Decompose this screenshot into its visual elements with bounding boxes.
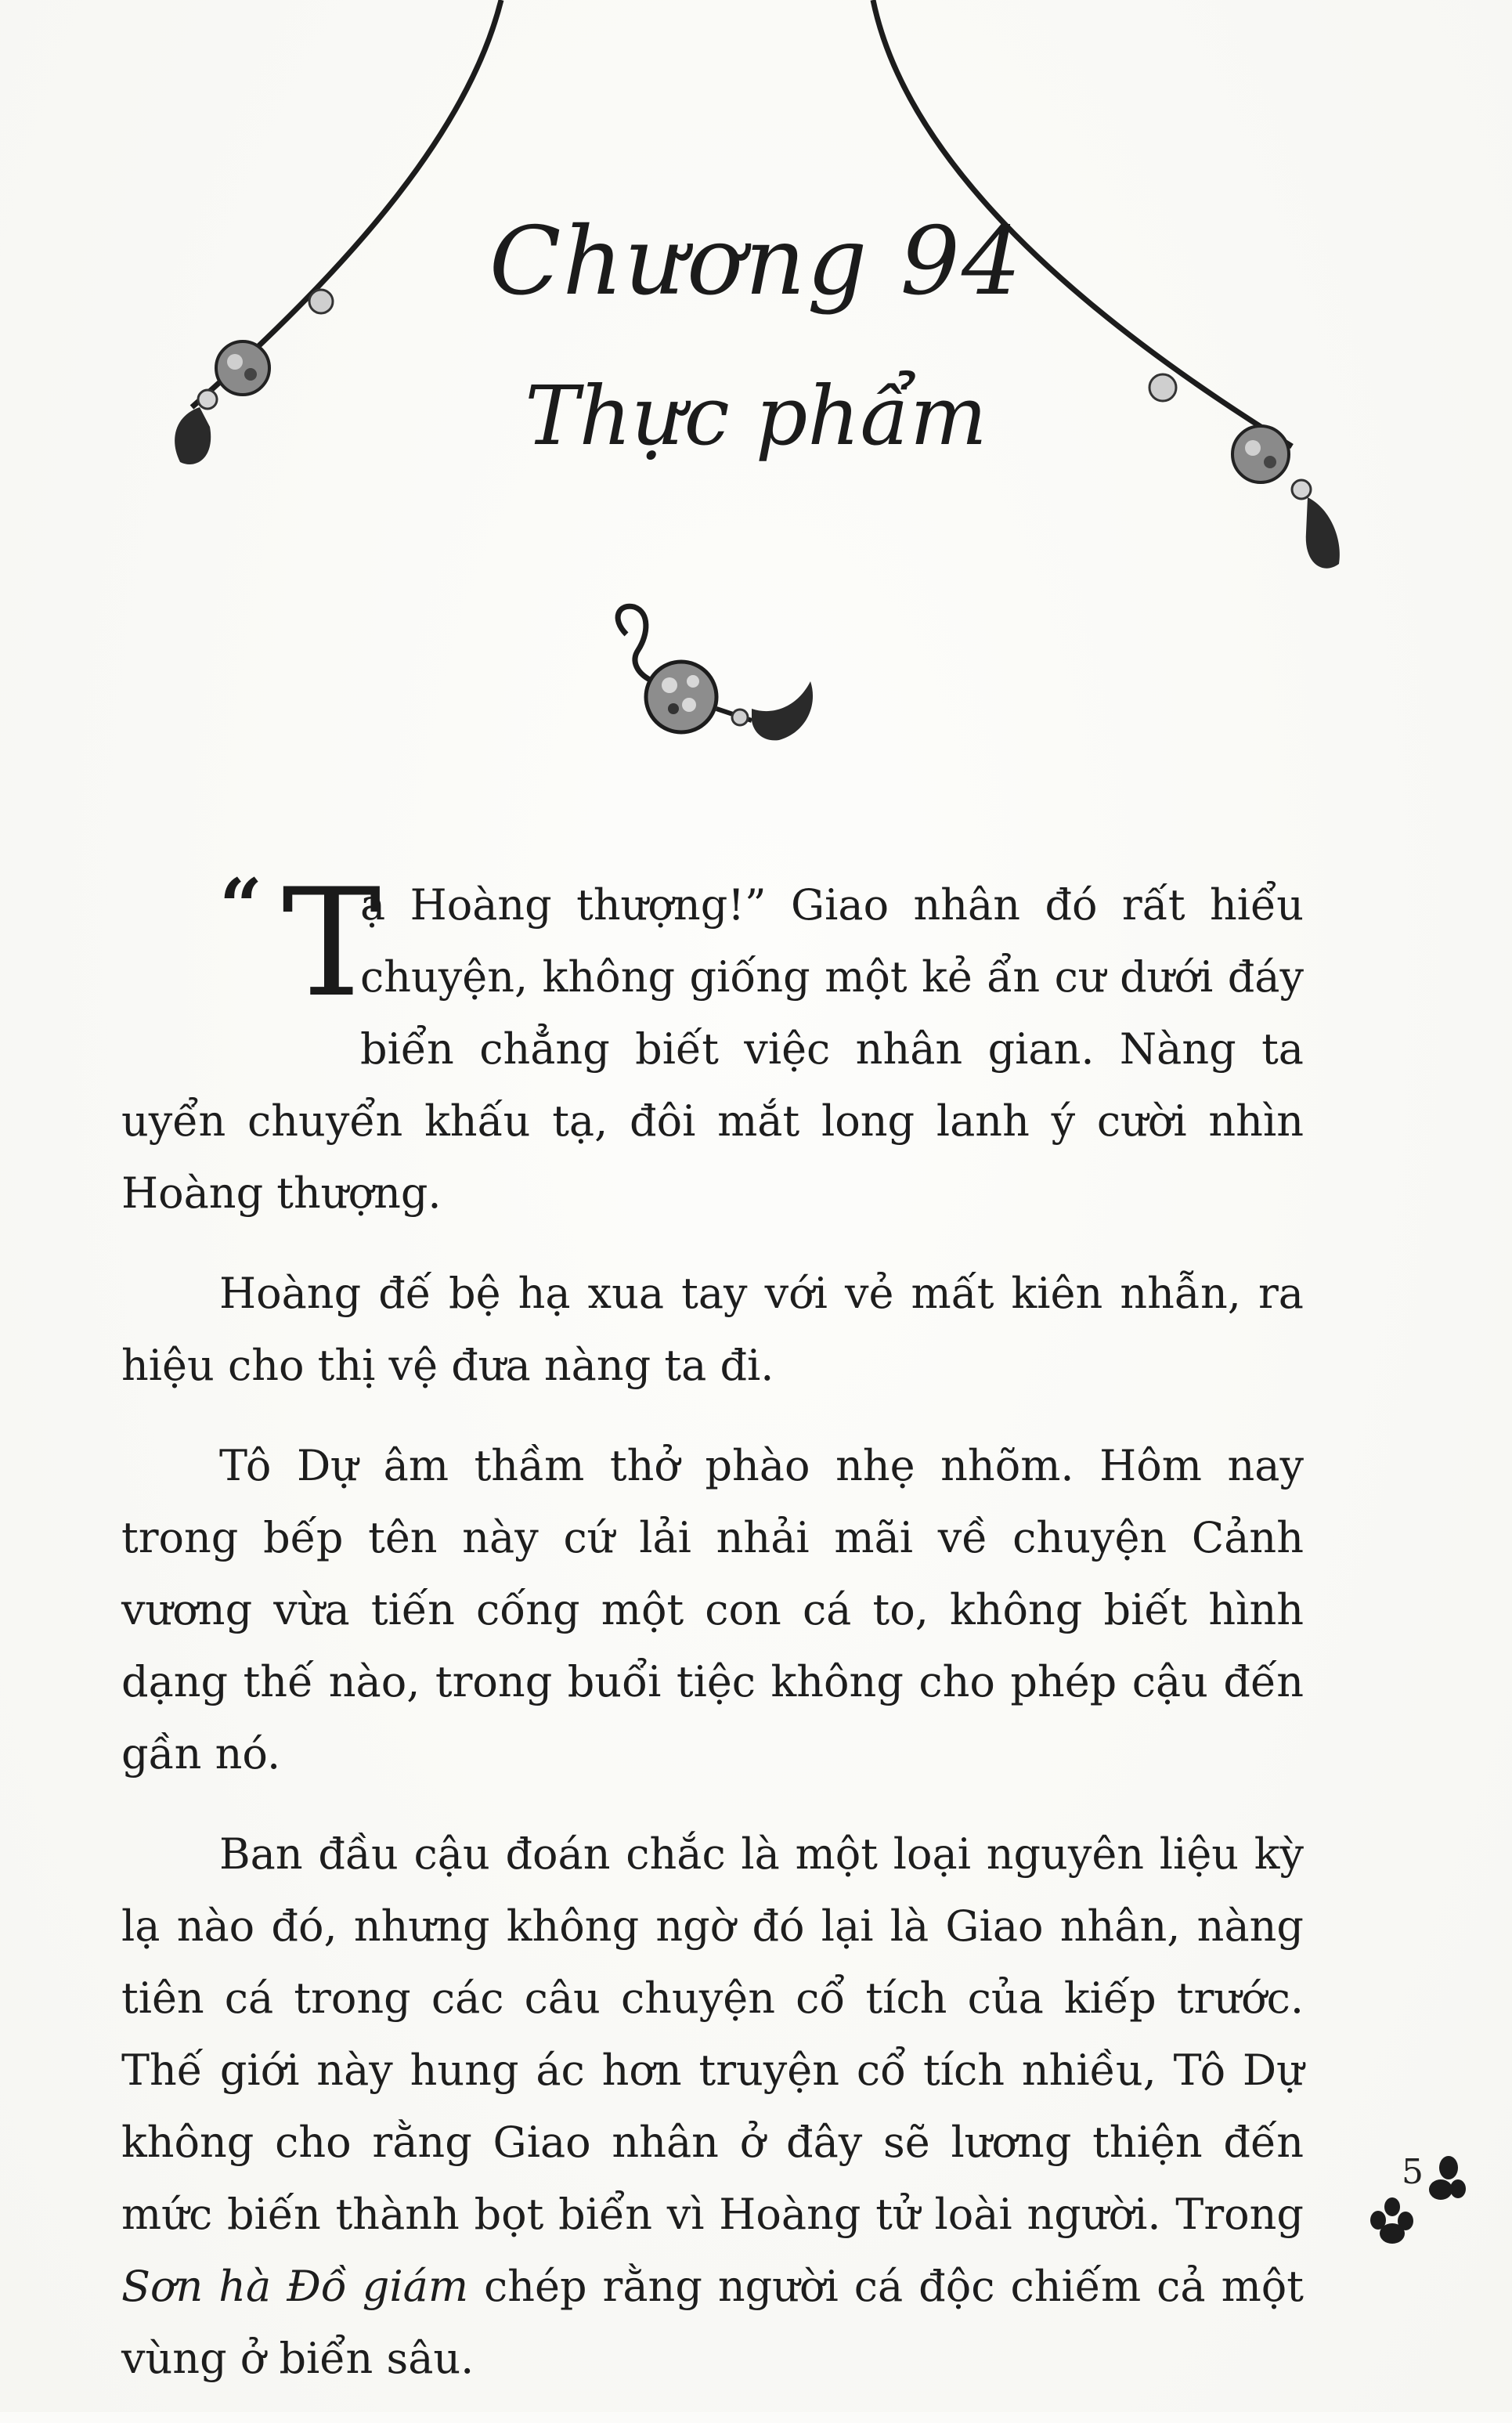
- chapter-number: Chương 94: [489, 208, 1023, 316]
- page-number: 5: [1402, 2152, 1424, 2192]
- drop-cap-letter: T: [282, 857, 381, 1030]
- drop-cap-block: [121, 857, 381, 1030]
- paragraph-3: Tô Dự âm thầm thở phào nhẹ nhõm. Hôm nay trong bếp tên này cứ lải nhải mãi về chuyện Cảnh vương vừa tiến cống một con cá to, không biết hình dạng thế nào, trong buổi tiệc không cho phép cậu đến gần nó.: [121, 1441, 1304, 1778]
- paragraph-1: [121, 857, 1304, 1230]
- book-title-reference: Sơn hà Đồ giám: [121, 2262, 469, 2311]
- paragraph-4-text-b: chép rằng người cá độc chiếm cả một vùng ở biển sâu.: [121, 2262, 1304, 2383]
- paragraph-4: [121, 1818, 1304, 2395]
- right-tassel: [1306, 497, 1340, 569]
- paragraph-1-text: ạ Hoàng thượng!” Giao nhân đó rất hiểu chuyện, không giống một kẻ ẩn cư dưới đáy biển chẳng biết việc nhân gian. Nàng ta uyển chuyển khấu tạ, đôi mắt long lanh ý cười nhìn Hoàng thượng.: [121, 880, 1304, 1218]
- chapter-body: [121, 857, 1304, 2423]
- opening-quote-mark: “: [219, 862, 263, 951]
- paragraph-2: Hoàng đế bệ hạ xua tay với vẻ mất kiên nhẫn, ra hiệu cho thị vệ đưa nàng ta đi.: [121, 1269, 1304, 1390]
- paragraph-4-text-a: Ban đầu cậu đoán chắc là một loại nguyên liệu kỳ lạ nào đó, nhưng không ngờ đó lại là Giao nhân, nàng tiên cá trong các câu chuyện cổ tích của kiếp trước. Thế giới này hung ác hơn truyện cổ tích nhiều, Tô Dự không cho rằng Giao nhân ở đây sẽ lương thiện đến mức biến thành bọt biển vì Hoàng tử loài người. Trong: [121, 1829, 1304, 2239]
- center-ornament: [618, 606, 813, 740]
- chapter-title: Thực phẩm: [525, 368, 987, 464]
